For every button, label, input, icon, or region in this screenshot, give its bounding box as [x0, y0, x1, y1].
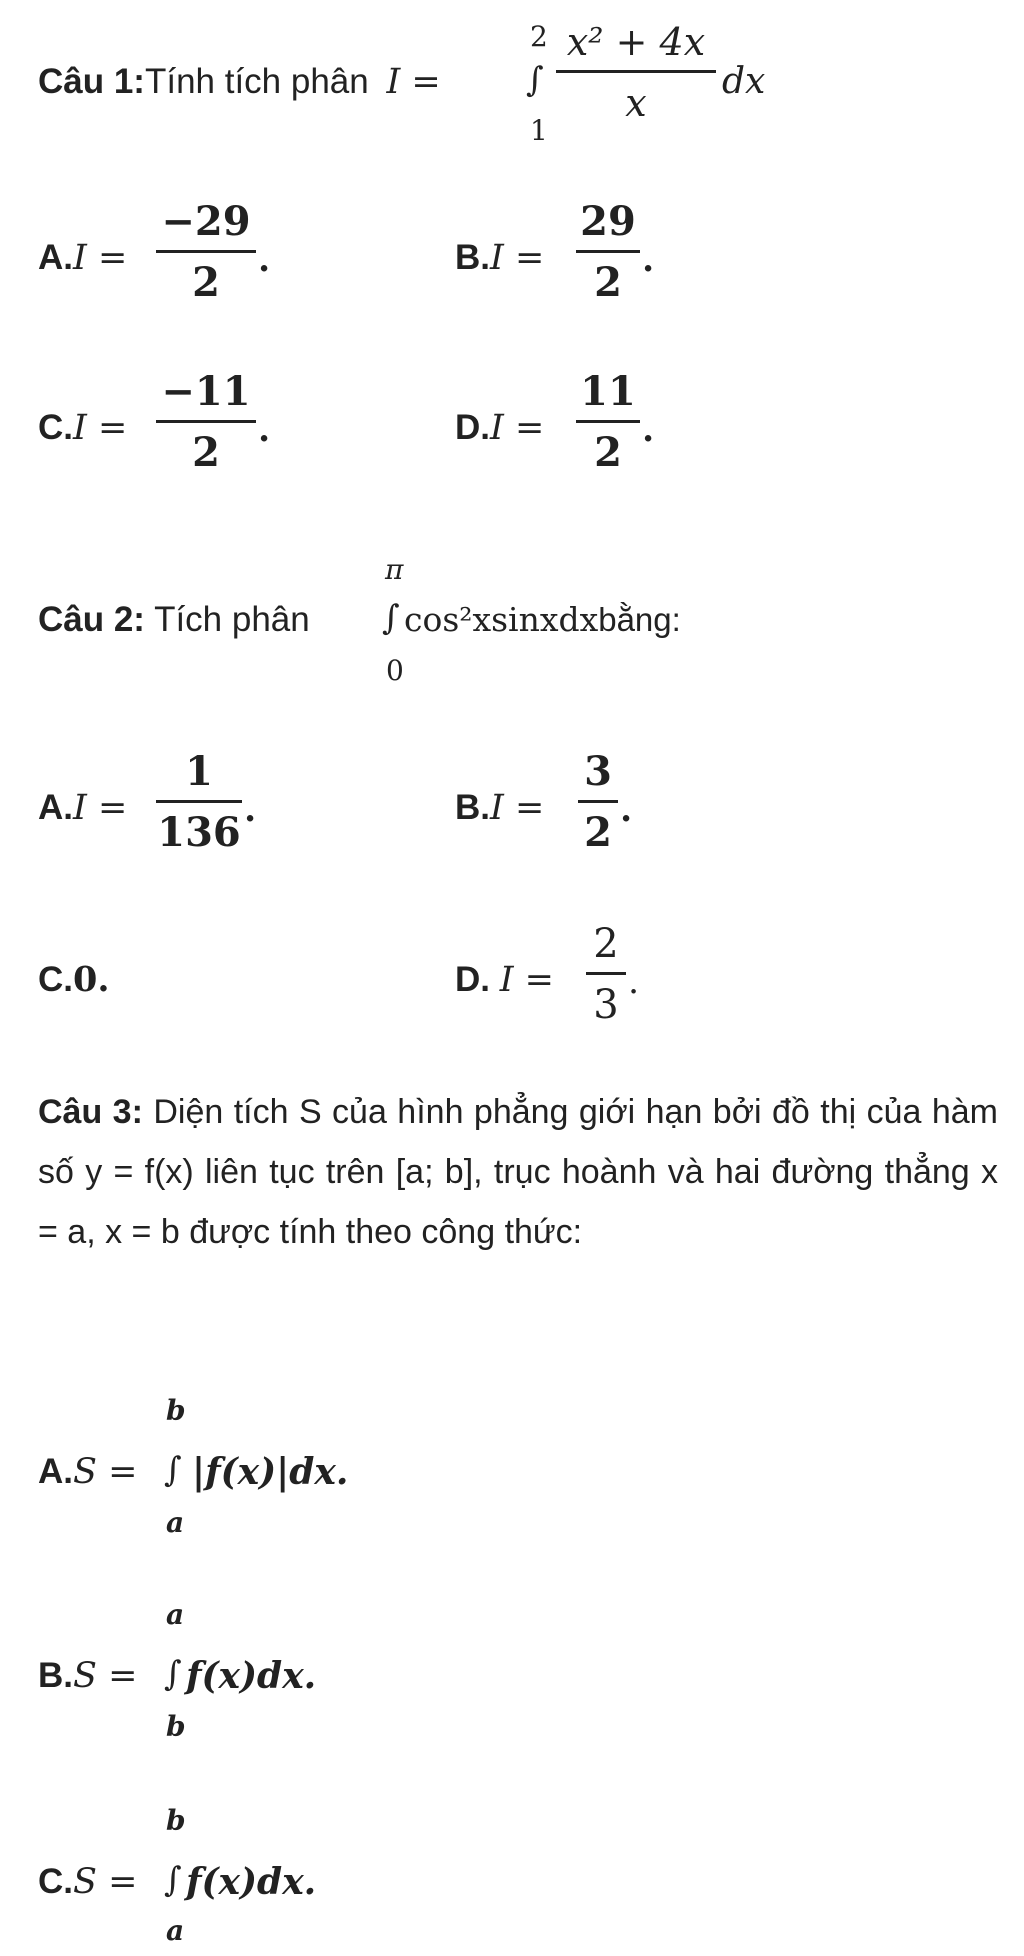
option-numerator: 11: [580, 368, 636, 415]
question-3-prompt: [38, 1082, 998, 1262]
option-end: .: [642, 239, 655, 280]
option-end: .: [628, 962, 640, 1002]
option-end: .: [620, 789, 633, 830]
option-fraction: [578, 750, 618, 855]
fraction-bar: [156, 250, 256, 253]
option-denominator: 2: [594, 259, 622, 306]
option-denominator: 2: [192, 259, 220, 306]
option-fraction: [576, 200, 640, 305]
option-letter: B.: [38, 1656, 73, 1695]
fraction-bar: [586, 972, 626, 975]
question-1-text: Tính tích phân: [144, 62, 369, 101]
option-end: .: [258, 409, 271, 450]
question-1-denominator: x: [625, 81, 647, 125]
fraction-bar: [556, 70, 716, 73]
option-lower-limit: b: [166, 1710, 186, 1743]
option-end: .: [258, 239, 271, 280]
option-end: .: [244, 789, 257, 830]
option-letter: D.: [455, 408, 490, 447]
question-1-label: Câu 1:: [38, 62, 145, 101]
option-letter: B.: [455, 238, 490, 277]
question-1-upper-limit: 2: [530, 20, 548, 53]
option-fraction: [156, 370, 256, 475]
option-upper-limit: a: [166, 1598, 185, 1631]
option-letter: C.: [38, 960, 73, 999]
option-lhs: S =: [73, 1656, 138, 1696]
option-letter: C.: [38, 408, 73, 447]
option-end: .: [642, 409, 655, 450]
option-lhs: I =: [73, 238, 128, 278]
option-numerator: 29: [580, 198, 636, 245]
option-lower-limit: a: [166, 1914, 185, 1947]
option-denominator: 3: [593, 982, 619, 1028]
option-numerator: −29: [161, 198, 251, 245]
fraction-bar: [156, 420, 256, 423]
question-2-integral-sign: ∫: [382, 598, 400, 638]
question-2-integrand: cos²xsinxdx: [404, 600, 599, 639]
question-1-lhs: I =: [386, 62, 441, 102]
question-1-numerator: x² + 4x: [566, 20, 706, 64]
option-denominator: 136: [157, 809, 241, 856]
option-integrand: f(x)dx.: [186, 1861, 317, 1903]
option-denominator: 2: [192, 429, 220, 476]
option-numerator: −11: [161, 368, 251, 415]
question-1-integral-sign: ∫: [526, 60, 544, 100]
option-letter: A.: [38, 238, 73, 277]
option-integral-sign: ∫: [164, 1654, 182, 1694]
option-upper-limit: b: [166, 1804, 186, 1837]
option-denominator: 2: [594, 429, 622, 476]
question-2-prompt: [38, 600, 310, 640]
option-integrand: f(x)dx.: [186, 1655, 317, 1697]
option-lhs: S =: [73, 1862, 138, 1902]
option-integrand: |f(x)|dx.: [192, 1451, 349, 1493]
option-letter: D.: [455, 960, 490, 999]
option-letter: A.: [38, 1452, 73, 1491]
option-letter: A.: [38, 788, 73, 827]
fraction-bar: [578, 800, 618, 803]
option-lhs: I =: [490, 238, 545, 278]
option-denominator: 2: [584, 809, 612, 856]
option-letter: C.: [38, 1862, 73, 1901]
option-lhs: I =: [73, 788, 128, 828]
question-1-dx: dx: [722, 61, 766, 102]
option-lhs: S =: [73, 1452, 138, 1492]
option-value: 0.: [73, 959, 110, 1000]
option-numerator: 3: [584, 748, 612, 795]
option-lhs: I =: [499, 960, 555, 1000]
question-3-text: Diện tích S của hình phẳng giới hạn bởi đồ thị của hàm số y = f(x) liên tục trên [a; b], trục hoành và hai đường thẳng x = a, x = b được tính theo công thức:: [38, 1093, 998, 1251]
option-fraction: [156, 200, 256, 305]
option-fraction: [576, 370, 640, 475]
fraction-bar: [576, 420, 640, 423]
option-letter: B.: [455, 788, 490, 827]
question-2-upper-limit: π: [385, 553, 404, 586]
option-fraction: [586, 922, 626, 1027]
option-numerator: 2: [593, 921, 619, 967]
question-2-text: Tích phân: [154, 600, 310, 639]
fraction-bar: [576, 250, 640, 253]
question-2-lower-limit: 0: [386, 654, 404, 687]
question-3-label: Câu 3:: [38, 1093, 143, 1131]
option-integral-sign: ∫: [164, 1450, 182, 1490]
option-numerator: 1: [185, 748, 213, 795]
option-lhs: I =: [490, 788, 545, 828]
question-1-prompt: [38, 62, 441, 102]
question-2-label: Câu 2:: [38, 600, 145, 639]
question-1-lower-limit: 1: [530, 114, 548, 147]
option-fraction: [156, 750, 242, 855]
option-lhs: I =: [73, 408, 128, 448]
option-lhs: I =: [490, 408, 545, 448]
option-integral-sign: ∫: [164, 1860, 182, 1900]
question-2-after: bằng:: [598, 601, 681, 638]
option-upper-limit: b: [166, 1394, 186, 1427]
option-lower-limit: a: [166, 1506, 185, 1539]
question-1-fraction: [556, 20, 716, 125]
fraction-bar: [156, 800, 242, 803]
